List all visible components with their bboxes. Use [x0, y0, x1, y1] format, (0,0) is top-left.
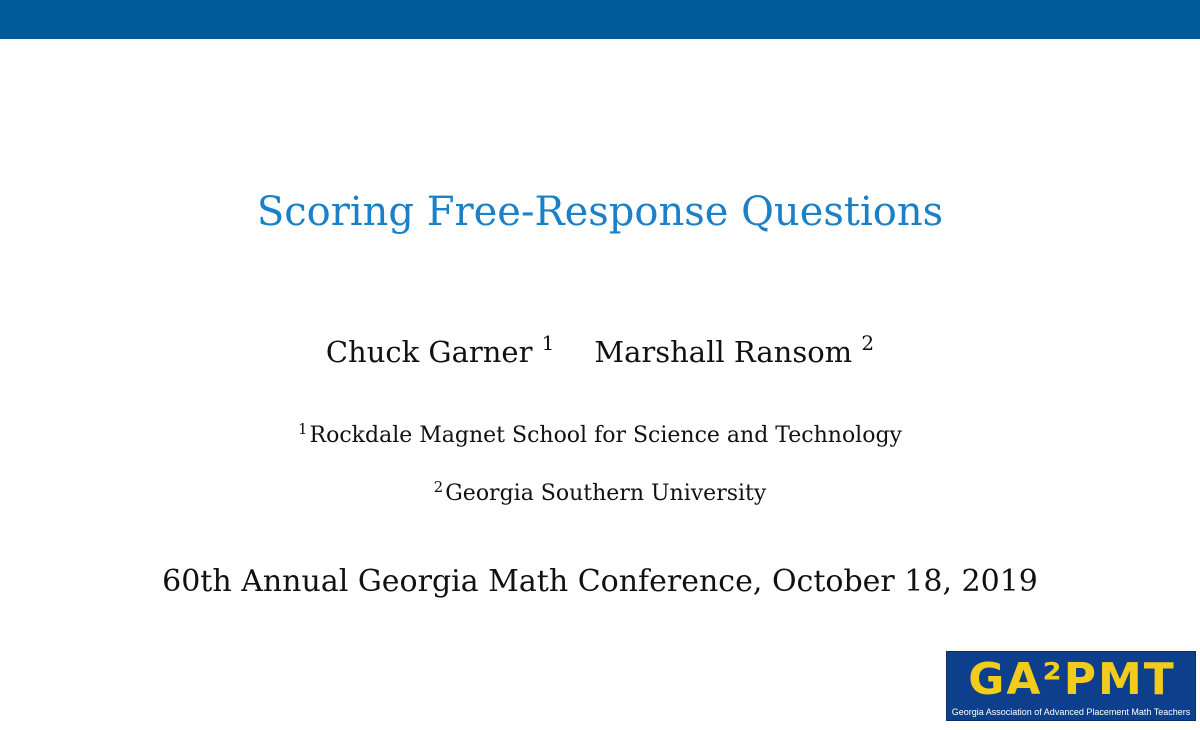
author-1 — [326, 330, 555, 374]
ga2pmt-logo — [946, 651, 1196, 721]
author-name: Chuck Garner — [325, 335, 533, 369]
author-2 — [594, 330, 874, 374]
affiliation-mark: 2 — [433, 478, 444, 496]
affiliation-name: Rockdale Magnet School for Science and Technology — [309, 423, 902, 448]
author-line — [0, 330, 1200, 374]
author-mark: 1 — [541, 331, 555, 355]
author-mark: 2 — [861, 331, 875, 355]
affiliation-mark: 1 — [298, 420, 308, 438]
logo-mark: GA²PMT — [968, 654, 1176, 705]
affiliation-name: Georgia Southern University — [445, 481, 767, 506]
top-bar — [0, 0, 1200, 39]
logo-subtitle: Georgia Association of Advanced Placement Math Teachers — [951, 707, 1191, 717]
affiliation-2 — [0, 478, 1200, 510]
author-name: Marshall Ransom — [594, 335, 853, 369]
affiliation-1 — [0, 420, 1200, 452]
slide-title: Scoring Free-Response Questions — [256, 189, 944, 235]
conference-line: 60th Annual Georgia Math Conference, October 18, 2019 — [162, 564, 1038, 599]
